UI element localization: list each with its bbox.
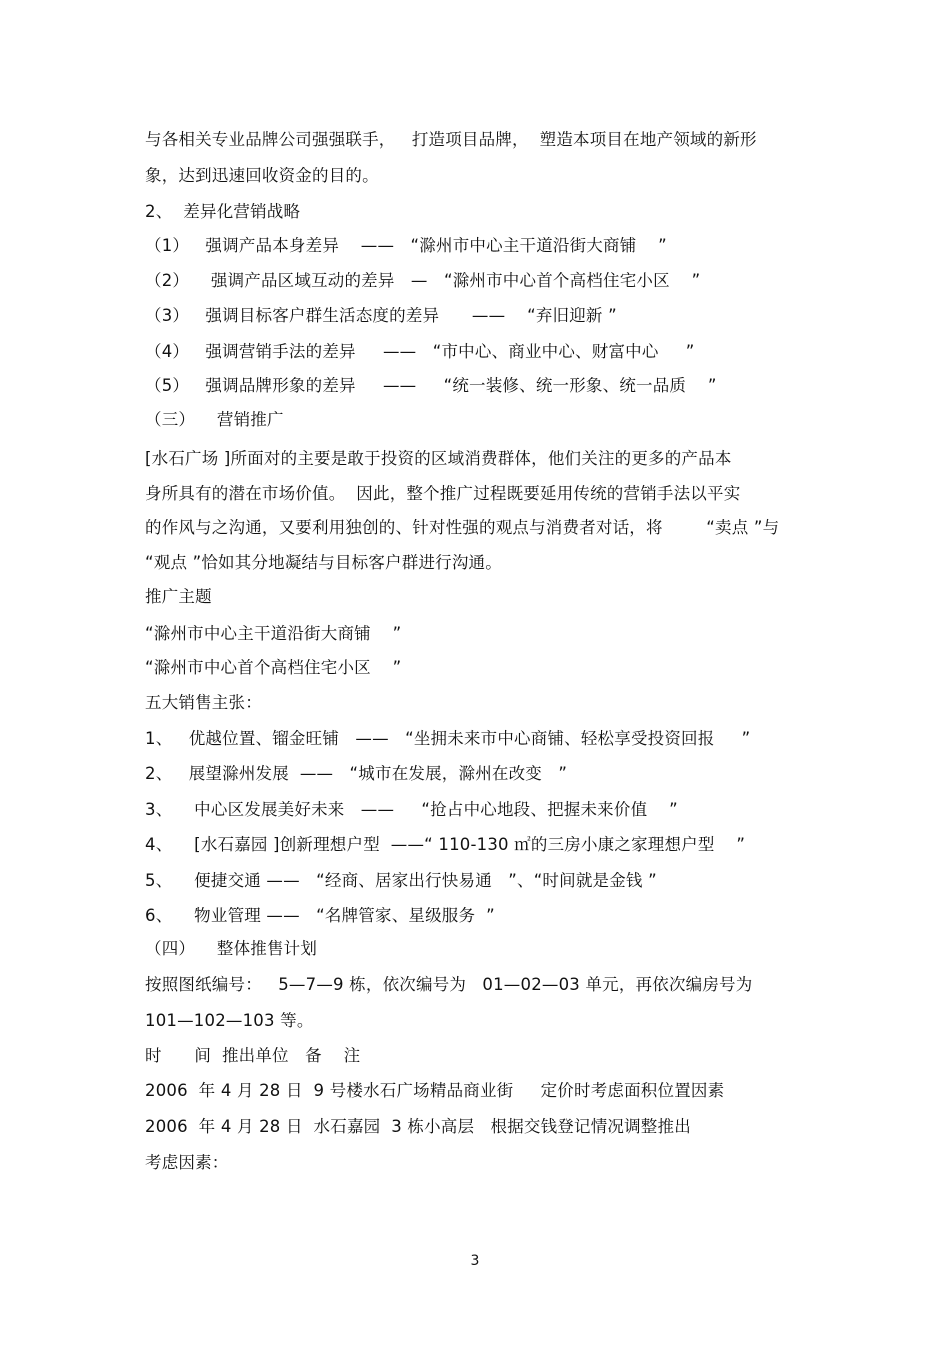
- list-item: “滁州市中心首个高档住宅小区 ”: [145, 658, 402, 677]
- text-line: 与各相关专业品牌公司强强联手， 打造项目品牌， 塑造本项目在地产领域的新形: [145, 130, 757, 149]
- table-row: 2006 年 4 月 28 日 水石嘉园 3 栋小高层 根据交钱登记情况调整推出: [145, 1117, 691, 1136]
- table-header: 时 间 推出单位 备 注: [145, 1046, 361, 1065]
- list-item: 3、 中心区发展美好未来 —— “抢占中心地段、把握未来价值 ”: [145, 800, 678, 819]
- list-item: 2、 展望滁州发展 —— “城市在发展，滁州在改变 ”: [145, 764, 568, 783]
- text-line: 象，达到迅速回收资金的目的。: [145, 166, 379, 185]
- list-item: （2） 强调产品区域互动的差异 — “滁州市中心首个高档住宅小区 ”: [145, 271, 701, 290]
- text-line: 101—102—103 等。: [145, 1011, 314, 1030]
- section-heading: 五大销售主张：: [145, 693, 262, 712]
- page-number: 3: [470, 1253, 480, 1269]
- list-item: “滁州市中心主干道沿街大商铺 ”: [145, 624, 402, 643]
- text-line: 身所具有的潜在市场价值。 因此，整个推广过程既要延用传统的营销手法以平实: [145, 484, 741, 503]
- text-line: 的作风与之沟通，又要利用独创的、针对性强的观点与消费者对话，将 “卖点 ”与: [145, 518, 780, 537]
- section-heading: （四） 整体推售计划: [145, 939, 318, 958]
- section-heading: 2、 差异化营销战略: [145, 202, 301, 221]
- list-item: 5、 便捷交通 —— “经商、居家出行快易通 ”、“时间就是金钱 ”: [145, 871, 657, 890]
- list-item: （4） 强调营销手法的差异 —— “市中心、商业中心、财富中心 ”: [145, 342, 695, 361]
- list-item: （1） 强调产品本身差异 —— “滁州市中心主干道沿街大商铺 ”: [145, 236, 667, 255]
- list-item: 4、 [水石嘉园 ]创新理想户型 ——“ 110-130 ㎡的三房小康之家理想户型 ”: [145, 835, 746, 854]
- table-row: 2006 年 4 月 28 日 9 号楼水石广场精品商业街 定价时考虑面积位置因素: [145, 1081, 725, 1100]
- list-item: （3） 强调目标客户群生活态度的差异 —— “弃旧迎新 ”: [145, 306, 617, 325]
- text-line: “观点 ”恰如其分地凝结与目标客户群进行沟通。: [145, 553, 502, 572]
- list-item: （5） 强调品牌形象的差异 —— “统一装修、统一形象、统一品质 ”: [145, 376, 717, 395]
- text-line: 考虑因素：: [145, 1153, 229, 1172]
- text-line: [水石广场 ]所面对的主要是敢于投资的区域消费群体，他们关注的更多的产品本: [145, 449, 732, 468]
- section-heading: （三） 营销推广: [145, 410, 284, 429]
- section-heading: 推广主题: [145, 587, 212, 606]
- list-item: 1、 优越位置、镏金旺铺 —— “坐拥未来市中心商铺、轻松享受投资回报 ”: [145, 729, 751, 748]
- list-item: 6、 物业管理 —— “名牌管家、星级服务 ”: [145, 906, 495, 925]
- text-line: 按照图纸编号： 5—7—9 栋，依次编号为 01—02—03 单元，再依次编房号为: [145, 975, 753, 994]
